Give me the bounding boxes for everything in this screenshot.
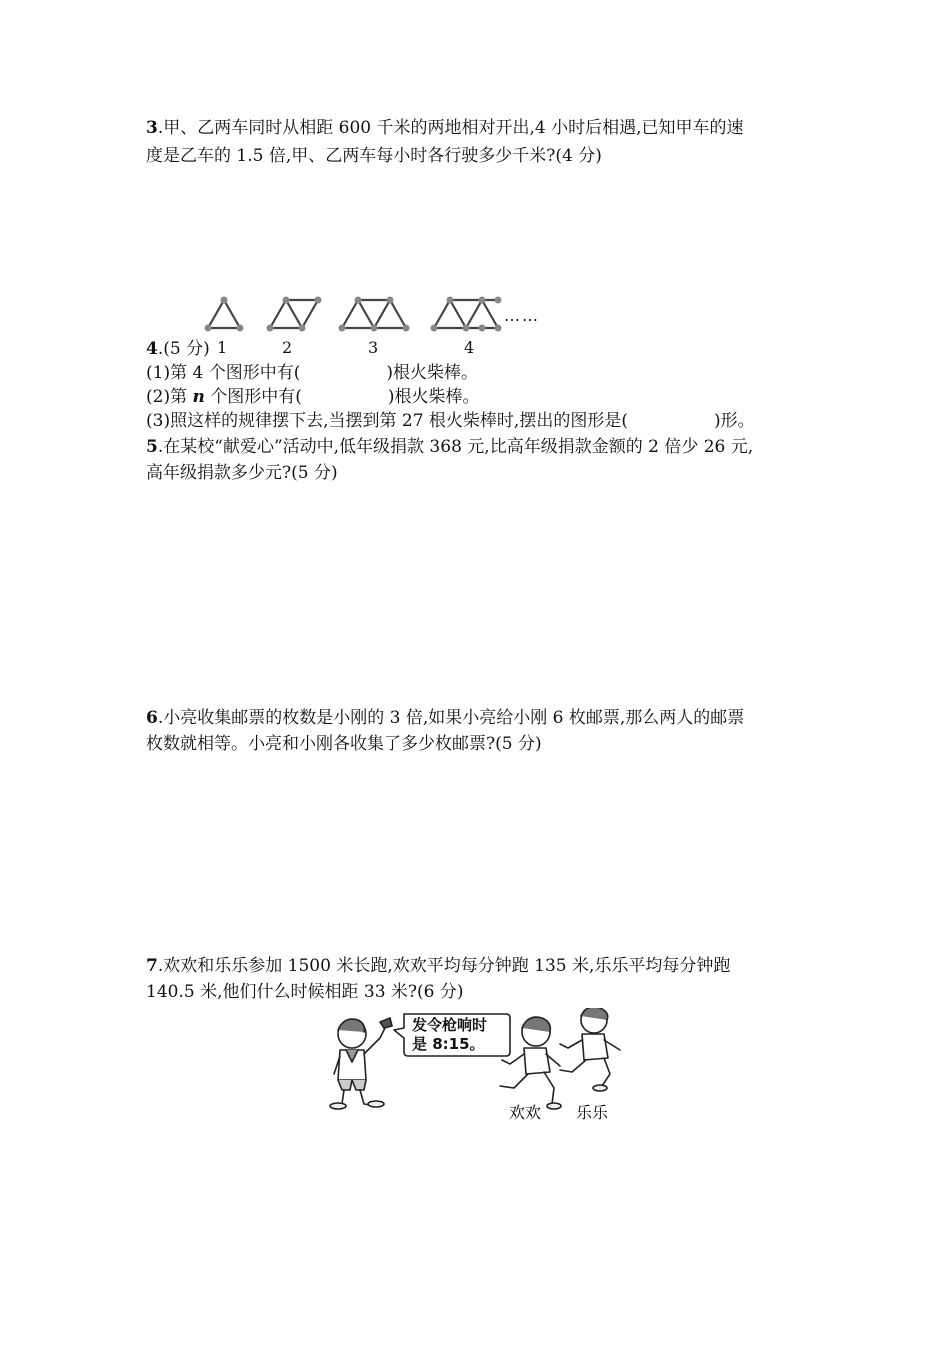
q4-sub1-tail: )根火柴棒。 <box>386 363 478 383</box>
speech-bubble-line1: 发令枪响时 <box>412 1016 488 1034</box>
figure-label-4: 4 <box>464 338 475 357</box>
q4-sub2-mid: 个图形中有( <box>204 387 302 407</box>
runner-name-huanhuan: 欢欢 <box>509 1103 542 1122</box>
sequence-ellipsis: …… <box>504 306 540 325</box>
matchstick-figures <box>196 292 506 338</box>
q4-sub2-text: (2)第 <box>146 387 193 407</box>
q7-number: 7 <box>146 956 158 976</box>
q4-sub3 <box>146 411 755 431</box>
q4-sub1 <box>146 363 478 383</box>
q4-number: 4 <box>146 339 158 359</box>
q4-sub3-tail: )形。 <box>713 411 755 431</box>
q4-sub1-text: (1)第 4 个图形中有( <box>146 363 301 383</box>
q5-line2: 高年级捐款多少元?(5 分) <box>146 463 338 483</box>
figure-label-2: 2 <box>282 338 293 357</box>
q5-line1 <box>146 437 753 457</box>
runner-lele-figure <box>560 1008 620 1091</box>
q7-line2: 140.5 米,他们什么时候相距 33 米?(6 分) <box>146 982 464 1002</box>
q6-text1: .小亮收集邮票的枚数是小刚的 3 倍,如果小亮给小刚 6 枚邮票,那么两人的邮票 <box>157 708 745 728</box>
q6-number: 6 <box>146 708 158 728</box>
q3-text1: .甲、乙两车同时从相距 600 千米的两地相对开出,4 小时后相遇,已知甲车的速 <box>157 118 744 138</box>
matchstick-figure-3 <box>342 300 406 328</box>
q6-line2: 枚数就相等。小亮和小刚各收集了多少枚邮票?(5 分) <box>146 734 542 754</box>
starter-boy-figure <box>330 1018 392 1109</box>
q4-score: .(5 分) <box>157 339 210 359</box>
q7-text1: .欢欢和乐乐参加 1500 米长跑,欢欢平均每分钟跑 135 米,乐乐平均每分钟跑 <box>157 956 731 976</box>
q4-header <box>146 339 210 359</box>
runner-name-lele: 乐乐 <box>576 1103 609 1122</box>
q4-sub3-text: (3)照这样的规律摆下去,当摆到第 27 根火柴棒时,摆出的图形是( <box>146 411 628 431</box>
matchstick-figure-1 <box>208 300 240 328</box>
matchstick-figure-4 <box>434 300 498 328</box>
speech-bubble-line2: 是 8:15。 <box>412 1035 485 1053</box>
q4-sub2-tail: )根火柴棒。 <box>387 387 480 407</box>
q4-sub2 <box>146 387 480 407</box>
q6-line1 <box>146 708 744 728</box>
q4-sub2-variable: n <box>192 387 205 407</box>
q3-line1 <box>146 118 744 138</box>
q3-line2: 度是乙车的 1.5 倍,甲、乙两车每小时各行驶多少千米?(4 分) <box>146 146 602 166</box>
figure-label-3: 3 <box>368 338 379 357</box>
q5-text1: .在某校“献爱心”活动中,低年级捐款 368 元,比高年级捐款金额的 2 倍少 26 元, <box>157 437 754 457</box>
q7-line1 <box>146 956 730 976</box>
matchstick-figure-2 <box>270 300 318 328</box>
q5-number: 5 <box>146 437 158 457</box>
q3-number: 3 <box>146 118 158 138</box>
figure-label-1: 1 <box>217 338 228 357</box>
